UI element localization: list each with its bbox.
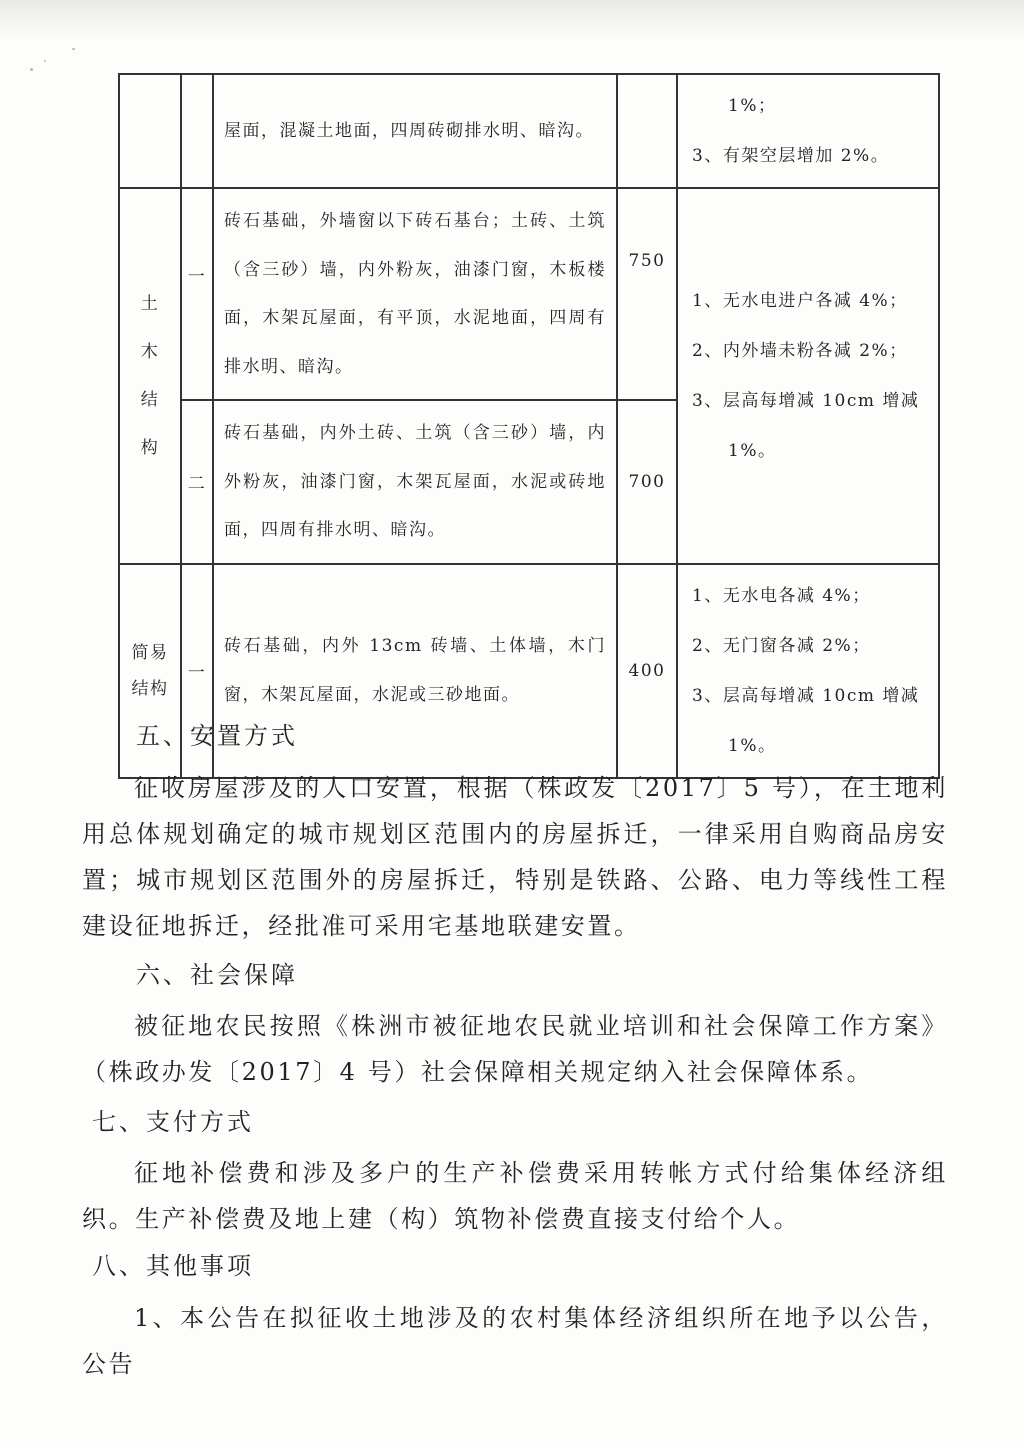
paragraph: 征收房屋涉及的人口安置，根据（株政发〔2017〕5 号），在土地利用总体规划确定的城市规划区范围内的房屋拆迁，一律采用自购商品房安置；城市规划区范围外的房屋拆迁，特别是铁路、公路、电力等线性工程建设征地拆迁，经批准可采用宅基地联建安置。 — [82, 774, 948, 940]
grade-cell: 一 — [181, 188, 213, 400]
notes-cell — [677, 564, 939, 778]
note-line: 1%。 — [728, 440, 777, 461]
category-char: 结 — [140, 389, 160, 410]
note-line: 1%； — [728, 96, 777, 116]
category-char: 构 — [140, 437, 160, 458]
section-heading: 五、安置方式 — [136, 722, 298, 750]
section-body — [82, 765, 948, 949]
category-text: 结构 — [131, 678, 169, 699]
note-line: 1、无水电进户各减 4%； — [692, 290, 908, 311]
category-text: 简易 — [131, 642, 169, 663]
notes-cell — [677, 74, 939, 188]
price-cell: 400 — [617, 564, 677, 778]
price-cell: 700 — [617, 400, 677, 564]
category-cell — [119, 188, 181, 564]
note-line: 3、层高每增减 10cm 增减 — [692, 685, 920, 706]
section-heading: 七、支付方式 — [92, 1108, 254, 1136]
scan-speck — [44, 60, 46, 62]
category-char: 土 — [140, 293, 160, 314]
section-heading: 八、其他事项 — [92, 1252, 254, 1280]
price-cell — [617, 74, 677, 188]
note-line: 2、内外墙未粉各减 2%； — [692, 340, 908, 361]
note-line: 3、层高每增减 10cm 增减 — [692, 390, 920, 411]
scan-shadow — [0, 0, 1024, 40]
scan-speck — [72, 48, 75, 50]
note-line: 2、无门窗各减 2%； — [692, 635, 871, 656]
grade-cell: 二 — [181, 400, 213, 564]
category-char: 木 — [140, 341, 160, 362]
scan-speck — [30, 68, 33, 71]
paragraph: 征地补偿费和涉及多户的生产补偿费采用转帐方式付给集体经济组织。生产补偿费及地上建（构）筑物补偿费直接支付给个人。 — [82, 1159, 948, 1233]
description-cell: 砖石基础，内外 13cm 砖墙、土体墙，木门窗，木架瓦屋面，水泥或三砂地面。 — [213, 564, 617, 778]
section-heading: 六、社会保障 — [136, 961, 298, 989]
section-body — [82, 1003, 948, 1095]
description-cell: 屋面，混凝土地面，四周砖砌排水明、暗沟。 — [213, 74, 617, 188]
description-cell: 砖石基础，内外土砖、土筑（含三砂）墙，内外粉灰，油漆门窗，木架瓦屋面，水泥或砖地面，四周有排水明、暗沟。 — [213, 400, 617, 564]
table-row — [119, 188, 939, 400]
grade-cell — [181, 74, 213, 188]
description-cell: 砖石基础，外墙窗以下砖石基台；土砖、土筑（含三砂）墙，内外粉灰，油漆门窗，木板楼面，木架瓦屋面，有平顶，水泥地面，四周有排水明、暗沟。 — [213, 188, 617, 400]
paragraph: 1、本公告在拟征收土地涉及的农村集体经济组织所在地予以公告，公告 — [82, 1304, 948, 1378]
section-body — [82, 1150, 948, 1242]
table-row — [119, 74, 939, 188]
note-line: 1%。 — [728, 735, 777, 756]
compensation-table — [118, 73, 940, 779]
section-body — [82, 1295, 948, 1387]
price-cell: 750 — [617, 188, 677, 400]
note-line: 1、无水电各减 4%； — [692, 585, 871, 606]
paragraph: 被征地农民按照《株洲市被征地农民就业培训和社会保障工作方案》（株政办发〔2017〕4 号）社会保障相关规定纳入社会保障体系。 — [82, 1012, 948, 1086]
notes-cell — [677, 188, 939, 564]
grade-cell: 一 — [181, 564, 213, 778]
category-cell — [119, 74, 181, 188]
note-line: 3、有架空层增加 2%。 — [692, 146, 890, 166]
